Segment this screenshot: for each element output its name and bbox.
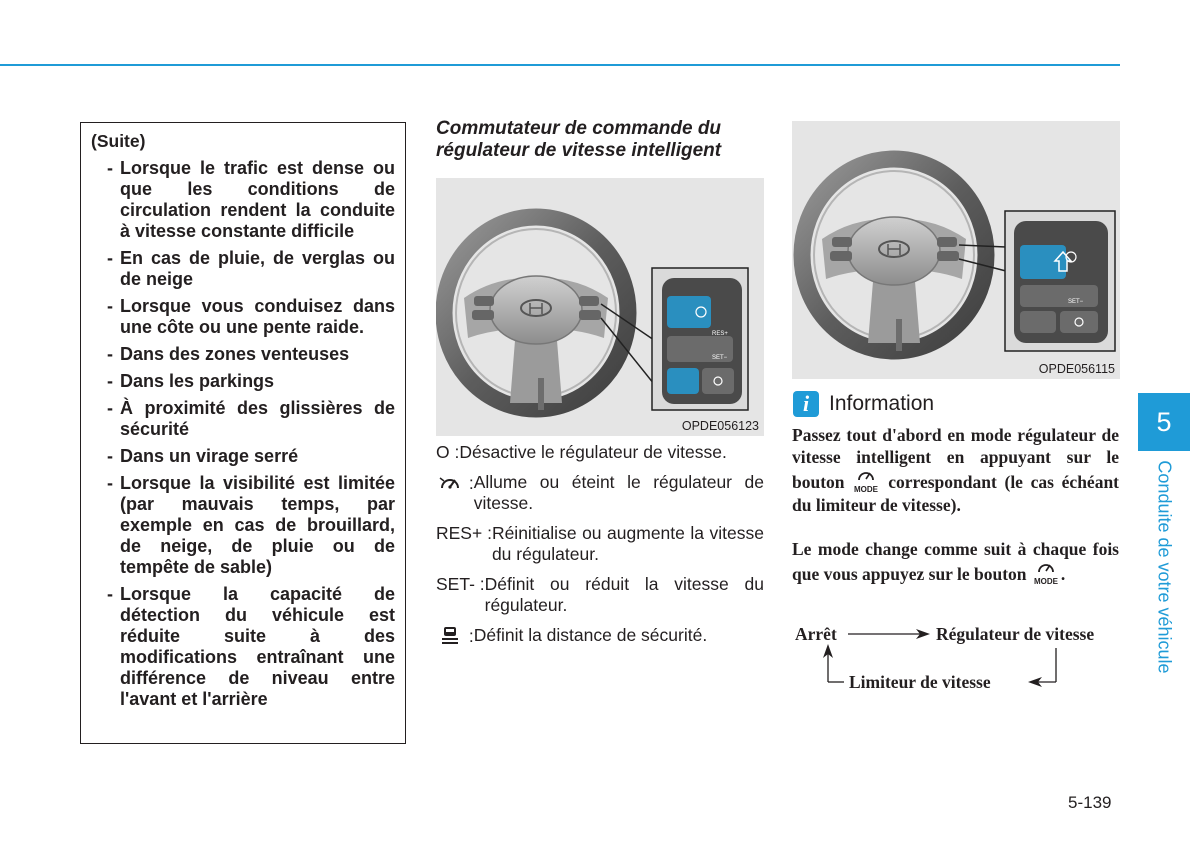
list-item: - Lorsque le trafic est dense ou que les conditions de circulation rendent la conduite à vitesse constante difficile — [107, 158, 395, 241]
definition-cruise: : Allume ou éteint le régulateur de vitesse. — [436, 472, 764, 514]
set-label: SET− — [1068, 299, 1084, 305]
figure-code: OPDE056115 — [1038, 362, 1115, 376]
list-item: - En cas de pluie, de verglas ou de neige — [107, 248, 395, 289]
flow-arrows — [792, 622, 1122, 697]
list-item: - À proximité des glissières de sécurité — [107, 398, 395, 439]
list-item: - Lorsque la capacité de détection du véhicule est réduite suite à des modifications entraînant une différence de niveau entre l'avant et l'arrière — [107, 584, 395, 709]
list-item: - Dans les parkings — [107, 371, 275, 391]
list-item: - Dans des zones venteuses — [107, 344, 350, 364]
warning-box — [80, 122, 406, 744]
list-item: - Lorsque la visibilité est limitée (par mauvais temps, par exemple en cas de brouillard, de neige, de pluie ou de tempête de sable) — [107, 473, 395, 577]
warning-list — [91, 158, 395, 710]
chapter-number-tab: 5 — [1138, 393, 1190, 451]
cruise-speedometer-icon — [436, 472, 464, 494]
mode-cycle-diagram — [792, 622, 1122, 697]
steering-wheel-figure — [436, 178, 764, 436]
mode-button-icon — [851, 468, 881, 494]
header-rule — [0, 64, 1120, 66]
vehicle-distance-icon — [436, 625, 464, 647]
list-item: - Lorsque vous conduisez dans une côte ou une pente raide. — [107, 296, 395, 337]
information-paragraph-1: Passez tout d'abord en mode régulateur de vitesse intelligent en appuyant sur le bouton MODE correspondant (le cas échéant du limiteur de vitesse). — [792, 425, 1120, 515]
information-header — [793, 391, 934, 417]
chapter-title: Conduite de votre véhicule — [1154, 460, 1175, 674]
flow-cruise: Régulateur de vitesse — [936, 624, 1095, 644]
figure-code: OPDE056123 — [681, 419, 759, 433]
mode-button-icon — [1031, 560, 1061, 586]
section-heading: Commutateur de commande du régulateur de vitesse intelligent — [436, 118, 722, 161]
definition-off: O : Désactive le régulateur de vitesse. — [436, 442, 727, 462]
info-icon: i — [793, 391, 819, 417]
list-item: - Dans un virage serré — [107, 446, 299, 466]
res-label: RES+ — [712, 331, 728, 337]
flow-off: Arrêt — [795, 624, 837, 644]
definition-distance: : Définit la distance de sécurité. — [436, 625, 764, 647]
mode-button-figure — [792, 121, 1120, 379]
page-number: 5-139 — [1068, 793, 1112, 812]
control-definitions — [436, 442, 764, 656]
definition-set: SET- : Définit ou réduit la vitesse du régulateur. — [436, 574, 764, 615]
svg-text:MODE: MODE — [853, 485, 878, 494]
definition-res: RES+ : Réinitialise ou augmente la vitesse du régulateur. — [436, 523, 764, 564]
steering-wheel-illustration — [436, 178, 764, 436]
information-title: Information — [829, 392, 935, 415]
set-label: SET− — [712, 355, 728, 361]
svg-text:MODE: MODE — [1033, 577, 1058, 586]
warning-title: (Suite) — [91, 131, 146, 151]
flow-limiter: Limiteur de vitesse — [849, 672, 991, 692]
steering-wheel-mode-illustration — [792, 121, 1120, 379]
information-paragraph-2: Le mode change comme suit à chaque fois que vous appuyez sur le bouton MODE . — [792, 539, 1119, 586]
